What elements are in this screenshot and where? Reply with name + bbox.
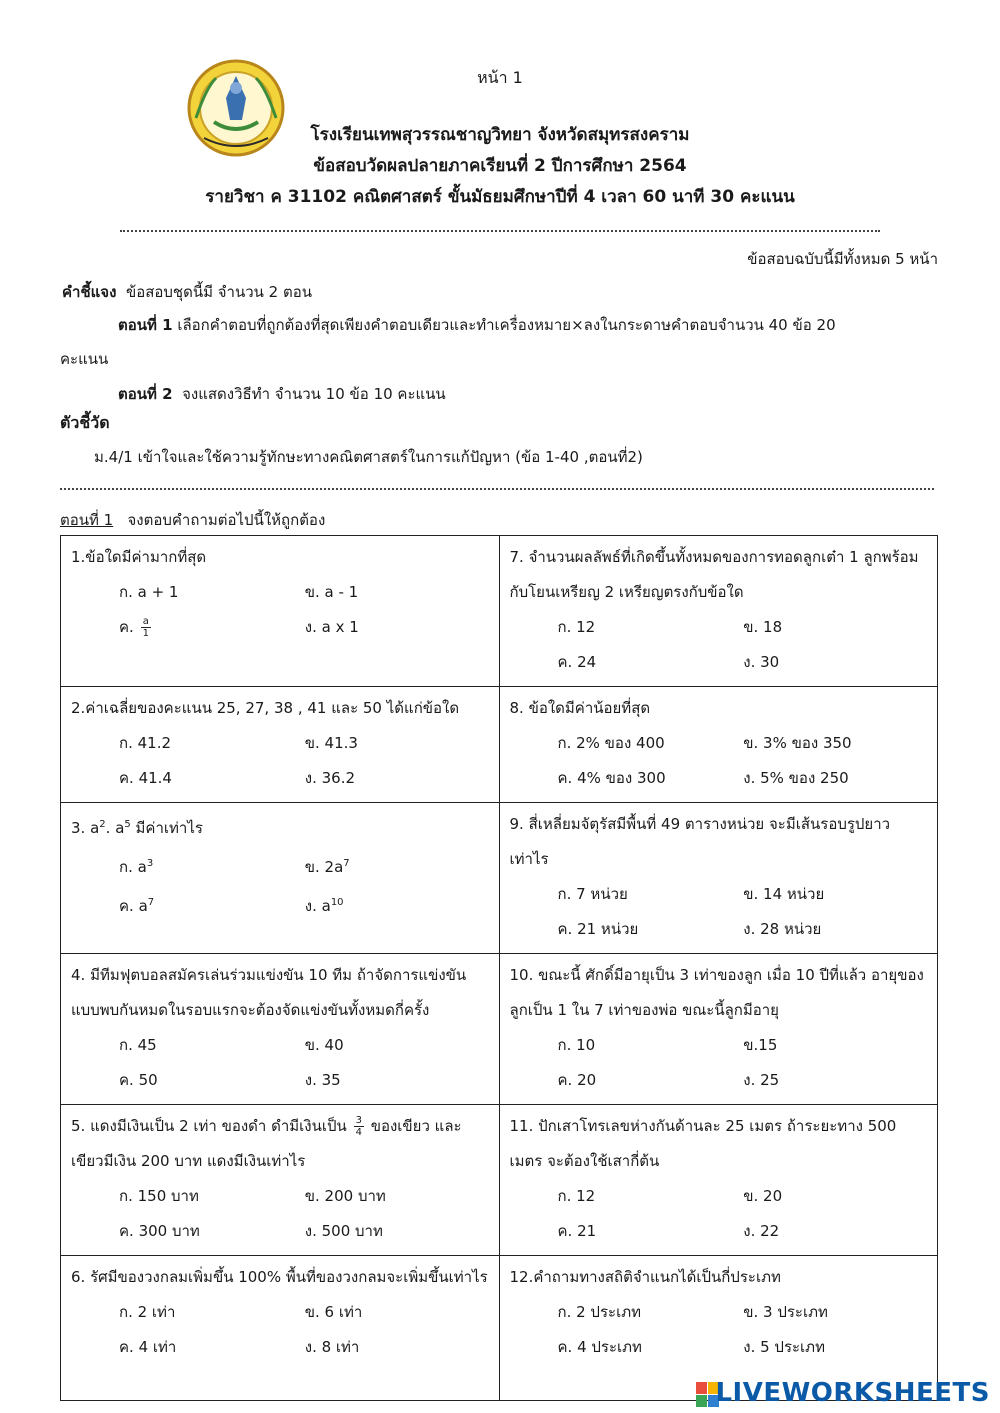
option-c[interactable]: ค. 20: [557, 1071, 597, 1089]
question-6: [61, 1256, 500, 1401]
question-text: 8. ข้อใดมีค่าน้อยที่สุด: [509, 699, 651, 717]
question-9: [499, 803, 938, 954]
option-exponent: 7: [343, 858, 350, 869]
option-c[interactable]: ค. 300 บาท: [119, 1222, 200, 1240]
question-text: 12.คำถามทางสถิติจำแนกได้เป็นกี่ประเภท: [509, 1268, 781, 1286]
question-8: [499, 687, 938, 803]
q5-text-end: ของเขียว และเขียวมีเงิน 200 บาท แดงมีเงินเท่าไร: [71, 1117, 462, 1170]
section-heading: [60, 508, 325, 532]
option-c[interactable]: ค. 21 หน่วย: [557, 920, 639, 938]
question-text: 11. ปักเสาโทรเลขห่างกันด้านละ 25 เมตร ถ้าระยะทาง 500 เมตร จะต้องใช้เสากี่ต้น: [509, 1117, 897, 1170]
instructions: [62, 280, 312, 304]
q3-base: 3. a: [71, 819, 100, 837]
option-c[interactable]: ค. 41.4: [119, 769, 172, 787]
question-3: [61, 803, 500, 954]
instructions-text: ข้อสอบชุดนี้มี จำนวน 2 ตอน: [125, 283, 312, 301]
option-a[interactable]: [119, 846, 305, 885]
question-4: [61, 954, 500, 1105]
fraction: [354, 1115, 364, 1138]
option-c[interactable]: ค. 4 ประเภท: [557, 1338, 642, 1356]
question-text: 10. ขณะนี้ ศักดิ์มีอายุเป็น 3 เท่าของลูก เมื่อ 10 ปีที่แล้ว อายุของลูกเป็น 1 ใน 7 เท่าของพ่อ ขณะนี้ลูกมีอายุ: [509, 966, 924, 1019]
option-b[interactable]: ข. 41.3: [304, 734, 358, 752]
section-label: ตอนที่ 1: [60, 511, 114, 529]
total-pages: ข้อสอบฉบับนี้มีทั้งหมด 5 หน้า: [747, 250, 938, 268]
school-name: โรงเรียนเทพสุวรรณชาญวิทยา จังหวัดสมุทรสงคราม: [310, 125, 690, 145]
question-text: 6. รัศมีของวงกลมเพิ่มขึ้น 100% พื้นที่ของวงกลมจะเพิ่มขึ้นเท่าไร: [71, 1268, 488, 1286]
subject-line: รายวิชา ค 31102 คณิตศาสตร์ ขั้นมัธยมศึกษาปีที่ 4 เวลา 60 นาที 30 คะแนน: [205, 187, 795, 207]
option-c[interactable]: ค. 24: [557, 653, 597, 671]
part1-text: เลือกคำตอบที่ถูกต้องที่สุดเพียงคำตอบเดียวและทำเครื่องหมาย×ลงในกระดาษคำตอบจำนวน 40 ข้อ 20: [177, 316, 836, 334]
question-1: [61, 536, 500, 687]
option-b[interactable]: ข.15: [743, 1036, 778, 1054]
q5-text-start: 5. แดงมีเงินเป็น 2 เท่า ของดำ ดำมีเงินเป็น: [71, 1117, 347, 1135]
indicator-label: ตัวชี้วัด: [60, 413, 110, 432]
q3-exponent: 2: [99, 819, 106, 830]
option-b[interactable]: [305, 846, 491, 885]
part2-instruction: [118, 382, 446, 406]
question-text: 2.ค่าเฉลี่ยของคะแนน 25, 27, 38 , 41 และ 50 ได้แก่ข้อใด: [71, 699, 460, 717]
option-a[interactable]: ก. 7 หน่วย: [557, 885, 628, 903]
option-label: ข. 2a: [304, 858, 344, 876]
option-d[interactable]: ง. a x 1: [304, 618, 359, 636]
option-a[interactable]: ก. 2 เท่า: [119, 1303, 176, 1321]
option-c[interactable]: [119, 610, 305, 645]
option-c[interactable]: ค. 4% ของ 300: [557, 769, 666, 787]
option-a[interactable]: ก. 12: [557, 618, 596, 636]
fraction-denominator: 4: [355, 1127, 362, 1138]
question-grid: [60, 535, 938, 1401]
option-d[interactable]: ง. 35: [304, 1071, 341, 1089]
indicator-text: ม.4/1 เข้าใจและใช้ความรู้ทักษะทางคณิตศาสตร์ในการแก้ปัญหา (ข้อ 1-40 ,ตอนที่2): [94, 448, 643, 466]
option-c[interactable]: ค. 21: [557, 1222, 597, 1240]
option-b[interactable]: ข. 3 ประเภท: [743, 1303, 828, 1321]
option-c[interactable]: ค. 50: [119, 1071, 158, 1089]
option-exponent: 10: [330, 897, 344, 908]
option-b[interactable]: ข. 200 บาท: [304, 1187, 386, 1205]
liveworksheets-brand: LIVEWORKSHEETS: [715, 1378, 990, 1408]
fraction-denominator: 1: [142, 628, 149, 639]
question-7: [499, 536, 938, 687]
option-exponent: 3: [146, 858, 154, 869]
part1-instruction: [118, 313, 836, 337]
question-text: 1.ข้อใดมีค่ามากที่สุด: [71, 548, 207, 566]
part2-label: ตอนที่ 2: [118, 385, 173, 403]
option-exponent: 7: [147, 897, 155, 908]
option-b[interactable]: ข. 20: [743, 1187, 783, 1205]
section-text: จงตอบคำถามต่อไปนี้ให้ถูกต้อง: [127, 511, 326, 529]
question-text: 7. จำนวนผลลัพธ์ที่เกิดขึ้นทั้งหมดของการทอดลูกเต๋า 1 ลูกพร้อมกับโยนเหรียญ 2 เหรียญตรงกับข้อใด: [509, 548, 919, 601]
part1-label: ตอนที่ 1: [118, 316, 173, 334]
option-d[interactable]: ง. 25: [743, 1071, 780, 1089]
question-11: [499, 1105, 938, 1256]
option-b[interactable]: ข. 3% ของ 350: [743, 734, 852, 752]
option-d[interactable]: ง. 8 เท่า: [304, 1338, 360, 1356]
part1-continuation: คะแนน: [60, 350, 109, 368]
dotted-divider: [120, 216, 880, 232]
instructions-label: คำชี้แจง: [62, 283, 117, 301]
option-d[interactable]: ง. 28 หน่วย: [743, 920, 822, 938]
q3-mid: . a: [105, 819, 125, 837]
option-b[interactable]: ข. 18: [743, 618, 783, 636]
q3-exponent: 5: [124, 819, 131, 830]
dotted-divider: [60, 478, 934, 490]
option-b[interactable]: ข. 40: [304, 1036, 344, 1054]
question-text: 9. สี่เหลี่ยมจัตุรัสมีพื้นที่ 49 ตารางหน่วย จะมีเส้นรอบรูปยาวเท่าไร: [509, 815, 891, 868]
question-5: [61, 1105, 500, 1256]
fraction-numerator: 3: [355, 1115, 362, 1126]
option-c-prefix: ค.: [119, 618, 134, 636]
option-a[interactable]: ก. 10: [557, 1036, 596, 1054]
option-b[interactable]: ข. 14 หน่วย: [743, 885, 825, 903]
option-a[interactable]: ก. 12: [557, 1187, 596, 1205]
option-d[interactable]: ง. 5% ของ 250: [743, 769, 849, 787]
question-2: [61, 687, 500, 803]
option-label: ค. a: [119, 897, 148, 915]
q3-suffix: มีค่าเท่าไร: [130, 819, 203, 837]
option-a[interactable]: ก. 150 บาท: [119, 1187, 199, 1205]
option-d[interactable]: ง. 36.2: [304, 769, 356, 787]
fraction-numerator: a: [141, 616, 151, 628]
question-text: 4. มีทีมฟุตบอลสมัครเล่นร่วมแข่งขัน 10 ทีม ถ้าจัดการแข่งขันแบบพบกันหมดในรอบแรกจะต้องจัดแข่งขันทั้งหมดกี่ครั้ง: [71, 966, 467, 1019]
option-a[interactable]: ก. 41.2: [119, 734, 172, 752]
option-d[interactable]: [305, 885, 491, 924]
page-number: หน้า 1: [477, 68, 523, 87]
option-d[interactable]: ง. 5 ประเภท: [743, 1338, 825, 1356]
option-d[interactable]: ง. 22: [743, 1222, 780, 1240]
option-c[interactable]: ค. 4 เท่า: [119, 1338, 177, 1356]
option-a[interactable]: ก. a + 1: [119, 583, 179, 601]
question-10: [499, 954, 938, 1105]
exam-title: ข้อสอบวัดผลปลายภาคเรียนที่ 2 ปีการศึกษา 2564: [313, 156, 687, 176]
option-d[interactable]: ง. 500 บาท: [304, 1222, 383, 1240]
option-a[interactable]: ก. 2 ประเภท: [557, 1303, 641, 1321]
question-text: [71, 1109, 491, 1179]
fraction: [141, 616, 151, 639]
question-text: [71, 807, 491, 846]
option-label: ง. a: [304, 897, 331, 915]
option-a[interactable]: ก. 45: [119, 1036, 157, 1054]
part2-text: จงแสดงวิธีทำ จำนวน 10 ข้อ 10 คะแนน: [182, 385, 446, 403]
option-a[interactable]: ก. 2% ของ 400: [557, 734, 665, 752]
option-d[interactable]: ง. 30: [743, 653, 780, 671]
option-c[interactable]: [119, 885, 305, 924]
option-label: ก. a: [119, 858, 147, 876]
option-b[interactable]: ข. a - 1: [304, 583, 359, 601]
option-b[interactable]: ข. 6 เท่า: [304, 1303, 363, 1321]
